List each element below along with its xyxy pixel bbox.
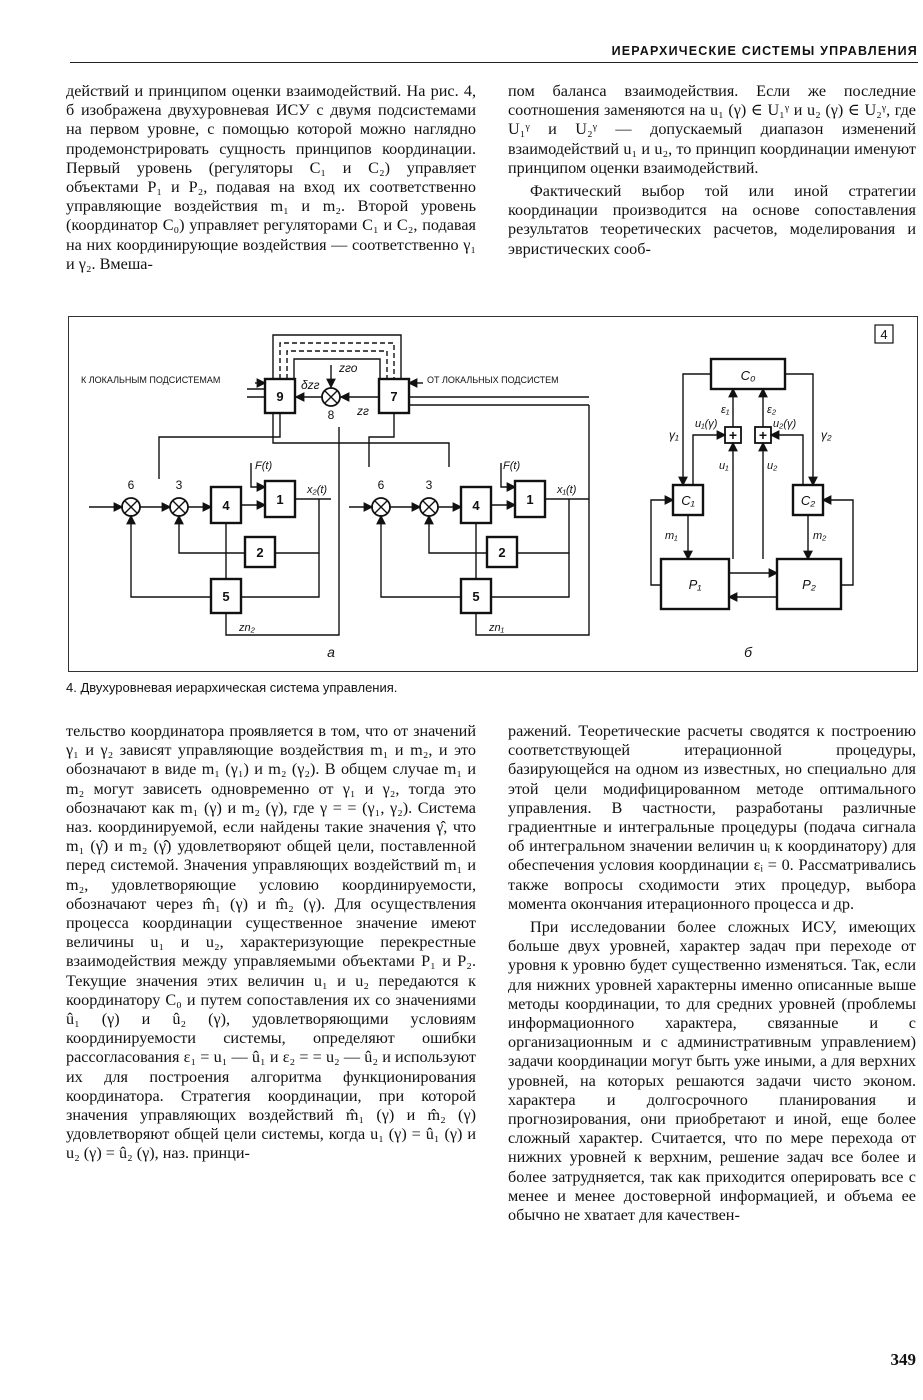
paragraph: ражений. Теоретические расчеты сводятся к построению соответствующей итерационной процедуры, базирующейся на одном из известных, но специально для этой цели модифицированном методе оптимального управления. В частности, разработаны различные градиентные и интегральные процедуры (подача сигнала об интегральном значении величин uᵢ к координатору) для обеспечения условия координации εᵢ = 0. Рассматривались также вопросы сходимости этих процедур, выбора момента окончания итерационного процесса и др.: [508, 722, 916, 913]
to-local-label: К ЛОКАЛЬНЫМ ПОДСИСТЕМАМ: [81, 375, 221, 385]
right-subsystem: [349, 405, 589, 635]
column-top-right: [508, 82, 916, 304]
delta-zr-label: δzг: [301, 378, 320, 392]
label-b: б: [744, 644, 752, 660]
block-9-label: 9: [276, 389, 284, 404]
block-1-label: 1: [526, 492, 534, 507]
zn1-label: zn₁: [489, 622, 505, 634]
C2-label: C₂: [800, 493, 816, 508]
column-bottom-left: [66, 722, 476, 1314]
block-5-label: 5: [222, 589, 230, 604]
x2-label: x₂(t): [307, 484, 328, 496]
m2-label: m₂: [813, 530, 827, 542]
gamma2-label: γ₂: [821, 428, 832, 442]
figure-4: [68, 316, 918, 672]
figure-number: 4: [880, 327, 888, 342]
plus-1: +: [728, 427, 738, 443]
plus-2: +: [758, 427, 768, 443]
block-2-label: 2: [256, 545, 264, 560]
label-a: а: [327, 644, 335, 660]
block-7-label: 7: [390, 389, 398, 404]
z-r-label: zг: [357, 404, 369, 418]
C0-label: C₀: [740, 368, 756, 383]
figure-diagram: [69, 317, 917, 671]
from-local-label: ОТ ЛОКАЛЬНЫХ ПОДСИСТЕМ: [427, 375, 559, 385]
node-6-label: 6: [127, 478, 135, 492]
paragraph: пом баланса взаимодействия. Если же последние соотношения заменяются на u₁ (γ) ∈ U₁ᵞ и u₂ (γ) ∈ U₂ᵞ, где U₁ᵞ и U₂ᵞ — допускаемый диапазон изменений взаимодействий u₁ и u₂, то принцип координации именуют принципом оценки взаимодействий.: [508, 82, 916, 177]
eps1-label: ε₁: [721, 404, 730, 416]
eps2-label: ε₂: [767, 404, 777, 416]
x1-label: x₁(t): [557, 484, 577, 496]
node-3-label: 3: [425, 478, 433, 492]
column-bottom-right: [508, 722, 916, 1314]
F-label: F(t): [503, 460, 521, 472]
paragraph: действий и принципом оценки взаимодействий. На рис. 4, б изображена двухуровневая ИСУ с двумя подсистемами на первом уровне, с помощью которой можно наглядно продемонстрировать сущность принципов координации. Первый уровень (регуляторы C₁ и C₂) управляет объектами P₁ и P₂, подавая на вход их соответственно управляющие воздействия m₁ и m₂. Второй уровень (координатор C₀) управляет регуляторами C₁ и C₂, подавая на них координирующие воздействия — соответственно γ₁ и γ₂. Вмеша-: [66, 82, 476, 273]
u1-label: u₁: [719, 460, 729, 472]
column-top-left: [66, 82, 476, 304]
left-subsystem: [89, 427, 339, 635]
figure-caption: 4. Двухуровневая иерархическая система управления.: [66, 680, 398, 695]
block-1-label: 1: [276, 492, 284, 507]
P2-label: P₂: [802, 577, 816, 592]
block-5-label: 5: [472, 589, 480, 604]
m1-label: m₁: [665, 530, 678, 542]
diagram-b: [651, 359, 853, 609]
paragraph: тельство координатора проявляется в том, что от значений γ₁ и γ₂ зависят управляющие воздействия m₁ и m₂, и это обозначают в виде m₁ (γ₁) и m₂ (γ₂). В общем случае m₁ и m₂ могут зависеть одновременно от γ₁ и γ₂, тогда это обозначают как m₁ (γ) и m₂ (γ), где γ = = (γ₁, γ₂). Система наз. координируемой, если найдены такие значения γ̂, что m₁ (γ̂) и m₂ (γ̂) удовлетворяют общей цели, поставленной перед системой. Значения управляющих воздействий m₁ и m₂, удовлетворяющие условию координируемости, обозначают через m̂₁ (γ) и m̂₂ (γ). Для осуществления процесса координации существенное значение имеют величины u₁ и u₂, характеризующие перекрестные взаимодействия между управляемыми объектами P₁ и P₂. Текущие значения этих величин u₁ и u₂ передаются к координатору C₀ и путем сопоставления их со значениями û₁ (γ) и û₂ (γ), удовлетворяющими условиям координируемости системы, определяют ошибки рассогласования ε₁ = u₁ — û₁ и ε₂ = = u₂ — û₂ и используют их для построения алгоритма функционирования координатора. Стратегия координации, при которой значения управляющих воздействий m̂₁ (γ) и m̂₂ (γ) удовлетворяют общей цели системы, когда u₁ (γ) = û₁ (γ) и u₂ (γ) = û₂ (γ), наз. принци-: [66, 722, 476, 1163]
paragraph: При исследовании более сложных ИСУ, имеющих больше двух уровней, характер задач при переходе от уровня к уровню будет существенно изменяться. Так, если для нижних уровней характерны именно описанные выше методы координации, то для средних уровней (проблемы информационного характера, связанные и с организационным и с административным управлением) задачи координации могут быть уже иными, а для верхних уровней, на которых решаются задачи чисто эконом. характера и долгосрочного планирования и прогнозирования, они приобретают и иной, еще более сложный характер. Считается, что по мере перехода от нижних уровней к верхним, решение задач все более и более затрудняется, так как приходится оперировать все с менее и менее достоверной информацией, и объема ее обычно не хватает для качествен-: [508, 918, 916, 1225]
zn2-label: zn₂: [239, 622, 255, 634]
header-rule: [70, 62, 918, 63]
node-3-label: 3: [175, 478, 183, 492]
u2-label: u₂: [767, 460, 778, 472]
block-4-label: 4: [472, 498, 480, 513]
z-ro-label: zго: [339, 361, 358, 375]
F-label: F(t): [255, 460, 273, 472]
paragraph: Фактический выбор той или иной стратегии координации производится на основе сопоставления результатов теоретических расчетов, моделирования и эвристических соoб-: [508, 182, 916, 258]
P1-label: P₁: [688, 577, 702, 592]
u1g-label: u₁(γ): [695, 418, 718, 430]
gamma1-label: γ₁: [669, 428, 679, 442]
block-4-label: 4: [222, 498, 230, 513]
C1-label: C₁: [681, 493, 695, 508]
u2g-label: u₂(γ): [773, 418, 797, 430]
block-2-label: 2: [498, 545, 506, 560]
diagram-a: [81, 335, 589, 635]
node-8-label: 8: [327, 408, 335, 422]
page-number: 349: [890, 1350, 916, 1369]
node-6-label: 6: [377, 478, 385, 492]
running-header: ИЕРАРХИЧЕСКИЕ СИСТЕМЫ УПРАВЛЕНИЯ: [611, 44, 918, 58]
